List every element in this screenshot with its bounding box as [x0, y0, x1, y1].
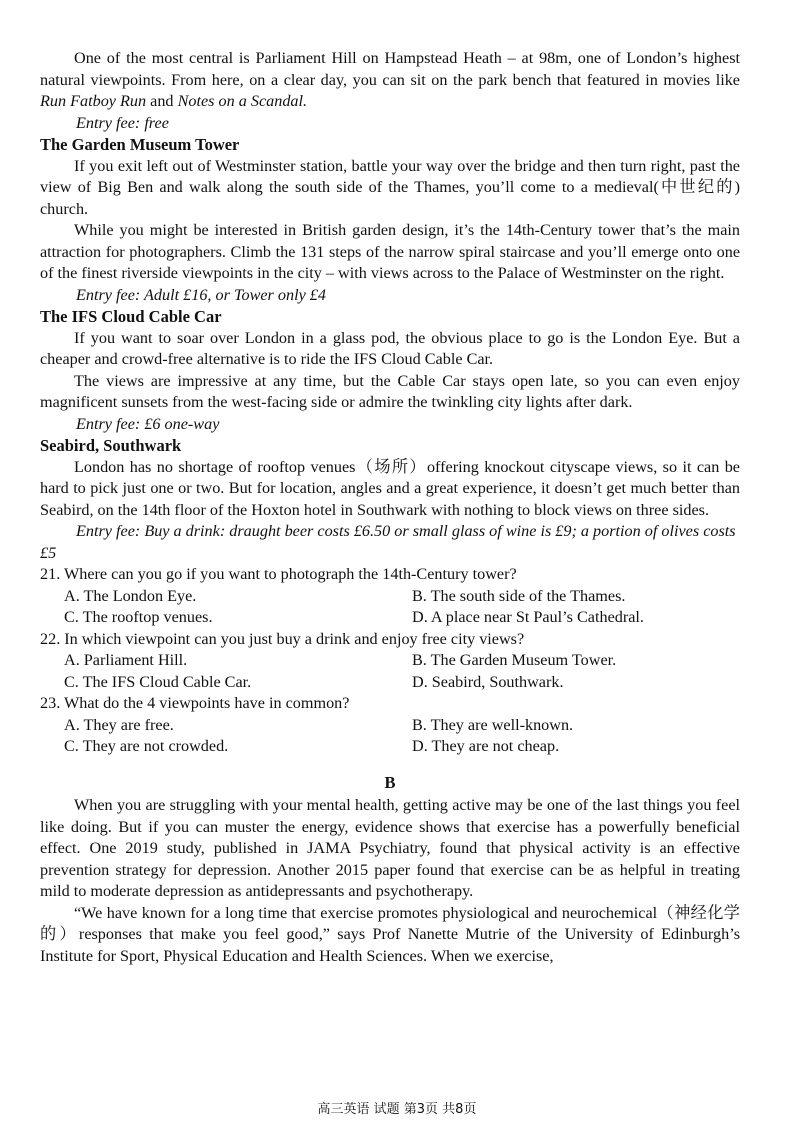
cable-entry-fee: Entry fee: £6 one-way [76, 414, 220, 433]
question-21-option-a[interactable]: A. The London Eye. [64, 586, 197, 605]
intro-paragraph [40, 48, 740, 113]
question-23-option-b[interactable]: B. They are well-known. [412, 715, 574, 734]
seabird-heading: Seabird, Southwark [40, 436, 182, 455]
question-23-stem: 23. What do the 4 viewpoints have in common? [40, 694, 350, 712]
garden-heading: The Garden Museum Tower [40, 135, 240, 154]
cable-heading: The IFS Cloud Cable Car [40, 307, 222, 326]
question-23-option-a[interactable]: A. They are free. [64, 715, 174, 734]
movie-title-2: Notes on a Scandal. [177, 92, 308, 110]
page-footer: 高三英语 试题 第3页 共8页 [317, 1102, 477, 1117]
seabird-paragraph-1: London has no shortage of rooftop venues（场所）offering knockout cityscape views, so it can be hard to pick just one or two. But for location, angles and a great experience, it doesn’t get much better than Seabird, on the 14th floor of the Hoxton hotel in Southwark with nothing to block views on three sides. [40, 457, 740, 519]
question-22-options [40, 650, 740, 693]
intro-connector: and [146, 92, 178, 110]
section-b-label: B [384, 772, 396, 792]
garden-entry-fee: Entry fee: Adult £16, or Tower only £4 [76, 285, 326, 304]
question-22-option-a[interactable]: A. Parliament Hill. [64, 651, 188, 669]
question-21-options [40, 586, 740, 629]
question-23-option-d[interactable]: D. They are not cheap. [412, 737, 560, 755]
question-22-stem: 22. In which viewpoint can you just buy a drink and enjoy free city views? [40, 629, 525, 648]
exam-page [40, 48, 740, 967]
movie-title-1: Run Fatboy Run [40, 92, 147, 110]
seabird-entry-fee: Entry fee: Buy a drink: draught beer costs £6.50 or small glass of wine is £9; a portion of olives costs £5 [40, 522, 736, 562]
question-22-option-c[interactable]: C. The IFS Cloud Cable Car. [64, 672, 252, 691]
intro-entry-fee: Entry fee: free [76, 113, 169, 132]
cable-paragraph-1: If you want to soar over London in a glass pod, the obvious place to go is the London Eye. But a cheaper and crowd-free alternative is to ride the IFS Cloud Cable Car. [40, 328, 740, 368]
question-22-option-b[interactable]: B. The Garden Museum Tower. [412, 651, 617, 669]
passage-b-paragraph-2: “We have known for a long time that exercise promotes physiological and neurochemical（神经化学的）responses that make you feel good,” says Prof Nanette Mutrie of the University of Edinburgh’s Institute for Sport, Physical Education and Health Sciences. When we exercise, [40, 903, 740, 965]
question-21-option-d[interactable]: D. A place near St Paul’s Cathedral. [412, 608, 644, 626]
question-23-options [40, 715, 740, 758]
question-21-option-b[interactable]: B. The south side of the Thames. [412, 586, 626, 605]
garden-paragraph-1: If you exit left out of Westminster station, battle your way over the bridge and then turn right, past the view of Big Ben and walk along the south side of the Thames, you’ll come to a medieval(中世纪的) church. [40, 156, 740, 218]
cable-paragraph-2: The views are impressive at any time, but the Cable Car stays open late, so you can even enjoy magnificent sunsets from the west-facing side or admire the twinkling city lights after dark. [40, 371, 740, 411]
question-23-option-c[interactable]: C. They are not crowded. [64, 737, 229, 755]
intro-text: One of the most central is Parliament Hill on Hampstead Heath – at 98m, one of London’s highest natural viewpoints. From here, on a clear day, you can sit on the park bench that featured in movies like [40, 49, 740, 89]
question-21-option-c[interactable]: C. The rooftop venues. [64, 608, 213, 626]
question-21-stem: 21. Where can you go if you want to photograph the 14th-Century tower? [40, 565, 517, 583]
passage-b-paragraph-1: When you are struggling with your mental health, getting active may be one of the last things you feel like doing. But if you can muster the energy, evidence shows that exercise has a powerfully beneficial effect. One 2019 study, published in JAMA Psychiatry, found that physical activity is an effective prevention strategy for depression. Another 2015 paper found that exercise can be as helpful in treating mild to moderate depression as antidepressants and psychotherapy. [40, 796, 740, 900]
garden-paragraph-2: While you might be interested in British garden design, it’s the 14th-Century tower that’s the main attraction for photographers. Climb the 131 steps of the narrow spiral staircase and you’ll emerge onto one of the finest riverside viewpoints in the city – with views across to the Palace of Westminster on the right. [40, 221, 740, 282]
question-22-option-d[interactable]: D. Seabird, Southwark. [412, 672, 564, 691]
